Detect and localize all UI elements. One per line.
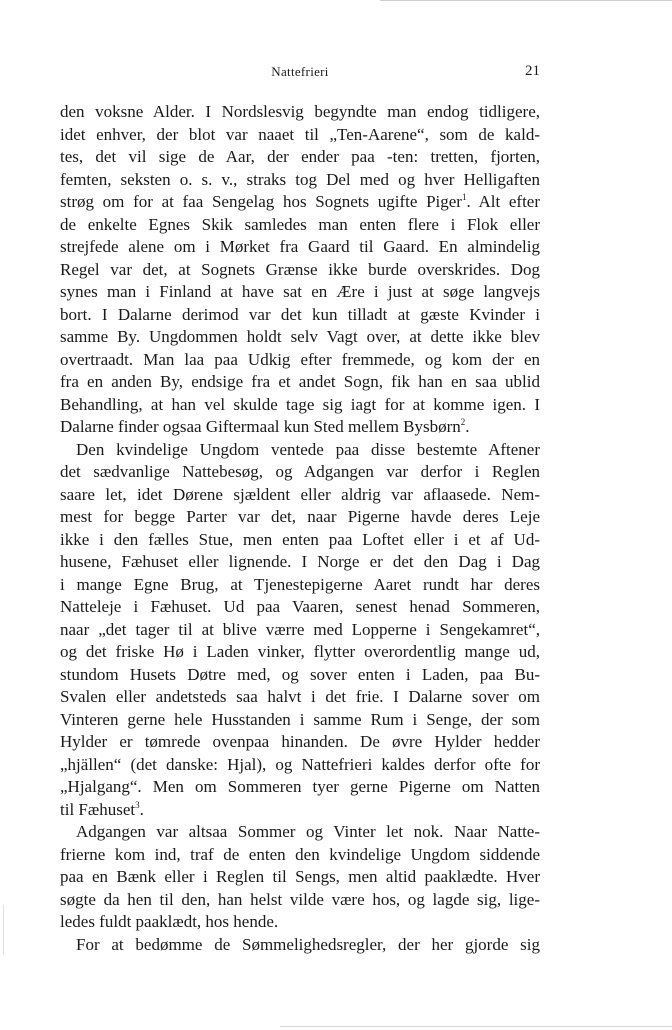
text-line: Natteleje i Fæhuset. Ud paa Vaaren, senest henad Sommeren,	[60, 597, 540, 616]
text-line: søgte da hen til den, han helst vilde være hos, og lagde sig, lige-	[60, 889, 540, 909]
paragraph-last-line: til Fæhuset$^3$.	[60, 799, 144, 819]
paragraph-first-line: For at bedømme de Sømmelighedsregler, der her gjorde sig	[76, 934, 540, 954]
text-line: idet enhver, der blot var naaet til „Ten-Aarene“, som de kald-	[60, 124, 540, 144]
scan-edge-mark	[3, 905, 4, 955]
text-line: frierne kom ind, traf de enten den kvindelige Ungdom siddende	[60, 844, 540, 864]
text-line: de enkelte Egnes Skik samledes man enten flere i Flok eller	[60, 214, 540, 234]
text-line: ikke i den fælles Stue, men enten paa Loftet eller i et af Ud-	[60, 529, 540, 549]
text-line: saare let, idet Dørene sjældent eller aldrig var aflaasede. Nem-	[60, 484, 540, 504]
scan-edge-line-top	[380, 0, 672, 1]
text-line: paa en Bænk eller i Reglen til Sengs, men altid paaklædte. Hver	[60, 867, 540, 886]
text-line: bort. I Dalarne derimod var det kun tilladt at gæste Kvinder i	[60, 304, 540, 324]
text-line: husene, Fæhuset eller lignende. I Norge er det den Dag i Dag	[60, 552, 540, 571]
paragraph-last-line: ledes fuldt paaklædt, hos hende.	[60, 912, 279, 931]
page-number: 21	[525, 63, 540, 79]
text-line: mest for begge Parter var det, naar Pigerne havde deres Leje	[60, 507, 540, 526]
text-line: Regel var det, at Sognets Grænse ikke burde overskrides. Dog	[60, 259, 540, 279]
footnote-ref: 1	[461, 192, 467, 202]
text-line: Behandling, at han vel skulde tage sig iagt for at komme igen. I	[60, 394, 540, 414]
text-line: overtraadt. Man laa paa Udkig efter fremmede, og kom der en	[60, 349, 540, 369]
text-line: naar „det tager til at blive værre med Lopperne i Sengekamret“,	[60, 619, 540, 639]
scan-edge-line-bottom	[280, 1026, 672, 1027]
running-head	[60, 64, 540, 86]
paragraph-first-line: Adgangen var altsaa Sommer og Vinter let nok. Naar Natte-	[76, 822, 540, 841]
paragraph-first-line: Den kvindelige Ungdom ventede paa disse bestemte Aftener	[76, 439, 540, 459]
text-line: femten, seksten o. s. v., straks tog Del med og hver Helligaften	[60, 169, 540, 189]
footnote-ref: 2	[460, 417, 466, 427]
paragraph-last-line: Dalarne finder ogsaa Giftermaal kun Sted mellem Bysbørn$^2$.	[60, 417, 470, 436]
footnote-ref: 3	[135, 799, 140, 810]
text-line: Hylder er tømrede ovenpaa hinanden. De øvre Hylder hedder	[60, 732, 540, 751]
text-line: strøg om for at faa Sengelag hos Sognets ugifte Piger$^1$. Alt efter	[60, 192, 541, 211]
text-line: strejfede alene om i Mørket fra Gaard til Gaard. En almindelig	[60, 237, 540, 256]
text-line: og det friske Hø i Laden vinker, flytter overordentlig mange ud,	[60, 642, 540, 661]
text-line: den voksne Alder. I Nordslesvig begyndte man endog tidligere,	[60, 102, 540, 121]
text-line: i mange Egne Brug, at Tjenestepigerne Aaret rundt har deres	[60, 574, 540, 594]
text-line: synes man i Finland at have sat en Ære i just at søge langvejs	[60, 282, 540, 301]
text-line: det sædvanlige Nattebesøg, og Adgangen var derfor i Reglen	[60, 462, 540, 481]
text-line: Vinteren gerne hele Husstanden i samme Rum i Senge, der som	[60, 709, 540, 729]
text-line: samme By. Ungdommen holdt selv Vagt over, at dette ikke blev	[60, 327, 540, 346]
text-line: Svalen eller andetsteds saa halvt i det frie. I Dalarne sover om	[60, 687, 540, 706]
running-title: Nattefrieri	[271, 64, 329, 79]
text-line: stundom Husets Døtre med, og sover enten i Laden, paa Bu-	[60, 664, 540, 684]
body-text	[60, 101, 540, 956]
text-line: fra en anden By, endsige fra et andet Sogn, fik han en saa ublid	[60, 372, 540, 391]
text-line: „hjällen“ (det danske: Hjal), og Nattefrieri kaldes derfor ofte for	[60, 754, 540, 774]
text-line: tes, det vil sige de Aar, der ender paa -ten: tretten, fjorten,	[60, 147, 540, 166]
text-line: „Hjalgang“. Men om Sommeren tyer gerne Pigerne om Natten	[60, 777, 540, 796]
